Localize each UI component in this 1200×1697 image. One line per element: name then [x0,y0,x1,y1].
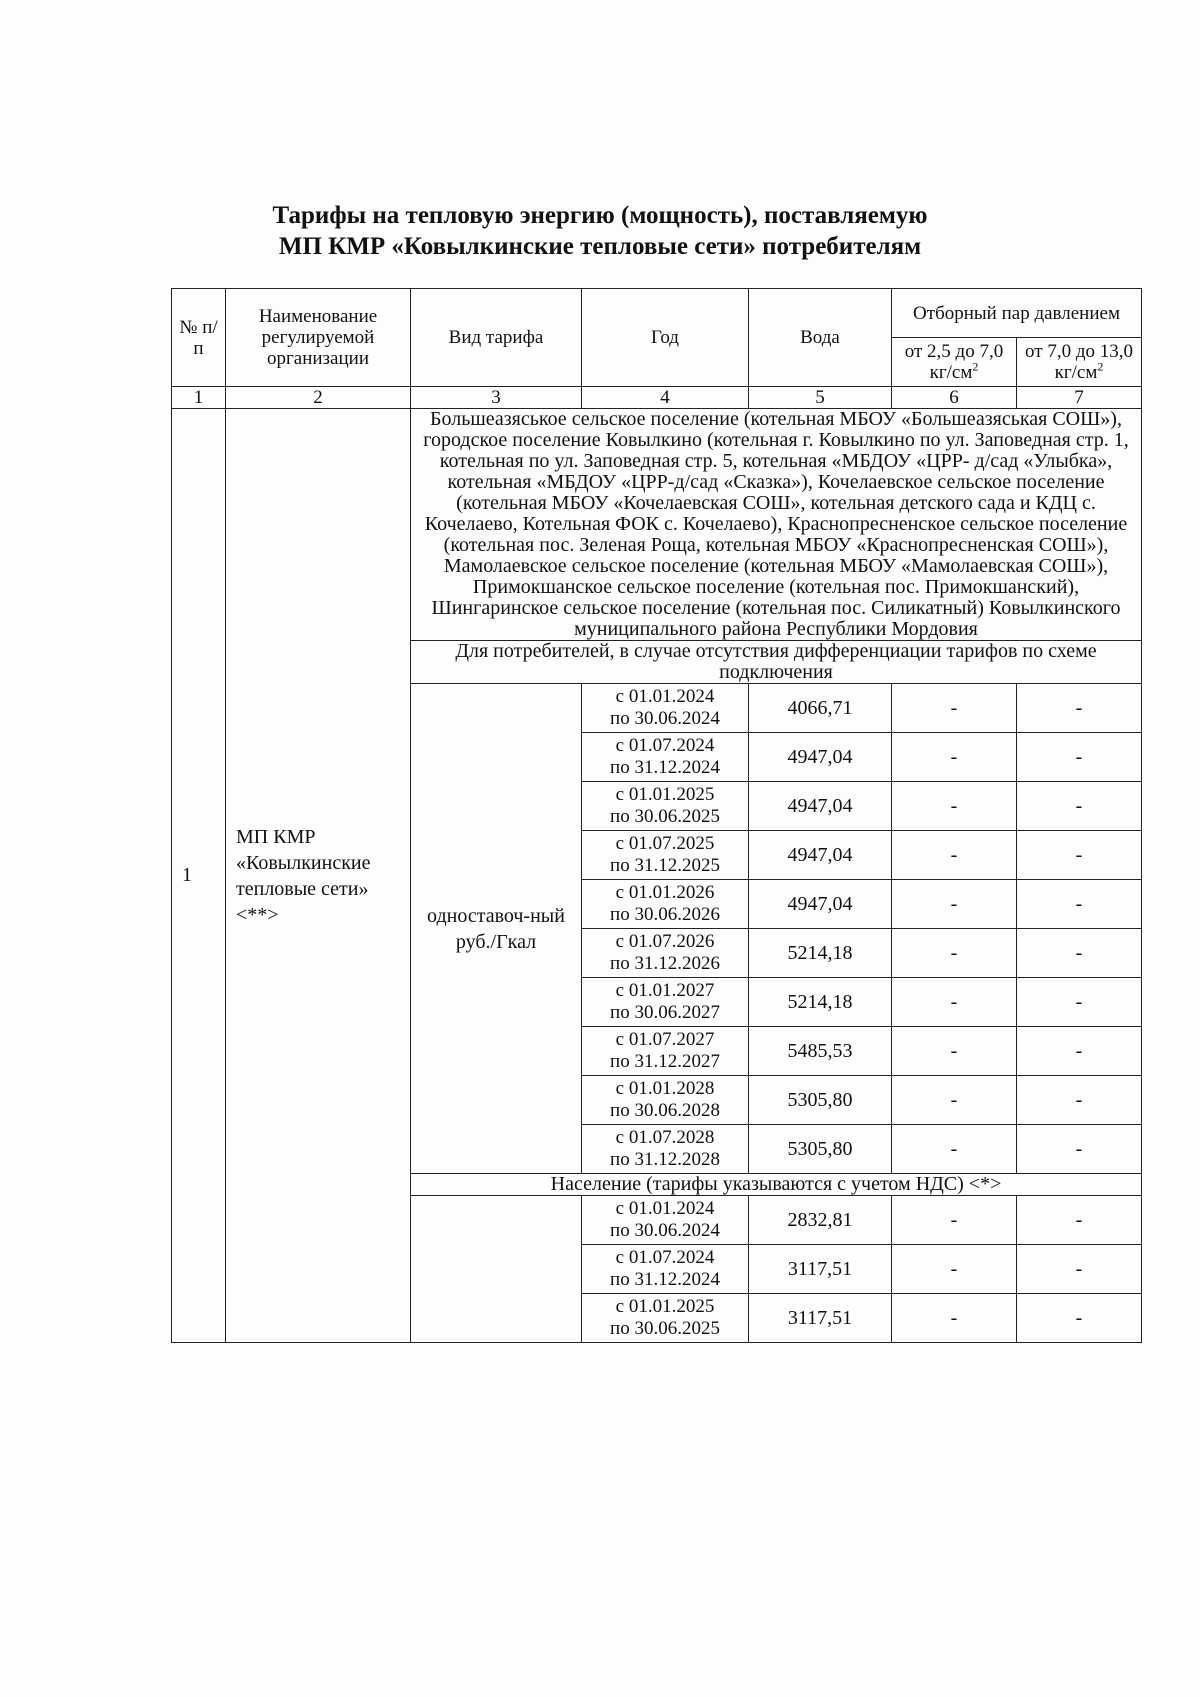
steam-high-tariff: - [1017,1125,1142,1174]
period-cell [582,684,749,733]
header-kind: Вид тарифа [411,289,582,387]
period-from: с 01.07.2027 [615,1029,715,1050]
period-to: по 30.06.2026 [610,904,720,925]
steam-high-tariff: - [1017,684,1142,733]
steam-high-tariff: - [1017,929,1142,978]
period-cell [582,1027,749,1076]
header-steam-high: от 7,0 до 13,0 $кг/см^2$ [1017,338,1142,387]
steam-low-tariff: - [892,733,1017,782]
steam-low-tariff: - [892,831,1017,880]
period-to: по 31.12.2028 [610,1149,720,1170]
steam-high-tariff: - [1017,733,1142,782]
document-title [0,200,1200,262]
period-cell [582,929,749,978]
period-to: по 30.06.2027 [610,1002,720,1023]
steam-low-tariff: - [892,684,1017,733]
column-numbers-row [172,387,1142,409]
tariff-kind-empty [411,1196,582,1343]
header-steam: Отборный пар давлением [892,289,1142,338]
period-from: с 01.07.2024 [615,735,715,756]
col-num: 7 [1017,387,1142,409]
col-num: 2 [226,387,411,409]
steam-low-tariff: - [892,1294,1017,1343]
period-cell [582,1125,749,1174]
steam-high-tariff: - [1017,782,1142,831]
steam-low-tariff: - [892,929,1017,978]
col-num: 3 [411,387,582,409]
col-num: 6 [892,387,1017,409]
period-to: по 30.06.2025 [610,806,720,827]
row-number: 1 [172,409,226,1343]
steam-low-tariff: - [892,880,1017,929]
header-year: Год [582,289,749,387]
water-tariff: 5485,53 [749,1027,892,1076]
water-tariff: 3117,51 [749,1245,892,1294]
period-to: по 30.06.2024 [610,708,720,729]
period-to: по 31.12.2024 [610,757,720,778]
period-cell [582,880,749,929]
water-tariff: 3117,51 [749,1294,892,1343]
water-tariff: 5305,80 [749,1076,892,1125]
group1-title: Для потребителей, в случае отсутствия дифференциации тарифов по схеме подключения [411,641,1142,684]
period-from: с 01.07.2026 [615,931,715,952]
steam-low-tariff: - [892,1125,1017,1174]
steam-high-tariff: - [1017,978,1142,1027]
steam-high-tariff: - [1017,1027,1142,1076]
steam-high-tariff: - [1017,1196,1142,1245]
tariff-kind: одноставоч-ный руб./Гкал [411,684,582,1174]
steam-high-tariff: - [1017,831,1142,880]
title-line-2: МП КМР «Ковылкинские тепловые сети» потребителям [278,233,922,260]
period-cell [582,978,749,1027]
period-from: с 01.01.2027 [615,980,715,1001]
period-cell [582,782,749,831]
period-to: по 31.12.2025 [610,855,720,876]
period-from: с 01.01.2026 [615,882,715,903]
header-num: № п/п [172,289,226,387]
period-from: с 01.01.2025 [615,1296,715,1317]
period-to: по 31.12.2024 [610,1269,720,1290]
header-row [172,289,1142,338]
period-cell [582,1196,749,1245]
period-from: с 01.01.2025 [615,784,715,805]
water-tariff: 4947,04 [749,782,892,831]
service-areas: Большеазяськое сельское поселение (котельная МБОУ «Большеазяськая СОШ»), городское поселение Ковылкино (котельная г. Ковылкино по ул. Заповедная стр. 1, котельная по ул. Заповедная стр. 5, котельная «МБДОУ «ЦРР- д/сад «Улыбка», котельная «МБДОУ «ЦРР-д/сад «Сказка»), Кочелаевское сельское поселение (котельная МБОУ «Кочелаевская СОШ», котельная детского сада и КДЦ с. Кочелаево, Котельная ФОК с. Кочелаево), Краснопресненское сельское поселение (котельная пос. Зеленая Роща, котельная МБОУ «Краснопресненская СОШ»), Мамолаевское сельское поселение (котельная МБОУ «Мамолаевская СОШ»), Примокшанское сельское поселение (котельная пос. Примокшанский), Шингаринское сельское поселение (котельная пос. Силикатный) Ковылкинского муниципального района Республики Мордовия [411,409,1142,641]
header-org: Наименование регулируемой организации [226,289,411,387]
areas-row [172,409,1142,641]
period-from: с 01.07.2024 [615,1247,715,1268]
steam-high-tariff: - [1017,1245,1142,1294]
period-from: с 01.01.2028 [615,1078,715,1099]
steam-high-tariff: - [1017,1294,1142,1343]
col-num: 1 [172,387,226,409]
period-to: по 30.06.2025 [610,1318,720,1339]
water-tariff: 4066,71 [749,684,892,733]
steam-low-tariff: - [892,978,1017,1027]
water-tariff: 4947,04 [749,831,892,880]
period-to: по 30.06.2024 [610,1220,720,1241]
steam-low-tariff: - [892,1245,1017,1294]
period-cell [582,831,749,880]
col-num: 5 [749,387,892,409]
steam-high-tariff: - [1017,1076,1142,1125]
tariff-table [171,288,1142,1343]
period-from: с 01.01.2024 [615,1198,715,1219]
water-tariff: 4947,04 [749,880,892,929]
period-cell [582,1294,749,1343]
water-tariff: 5214,18 [749,978,892,1027]
water-tariff: 5305,80 [749,1125,892,1174]
steam-high-tariff: - [1017,880,1142,929]
steam-low-tariff: - [892,1027,1017,1076]
header-steam-low: от 2,5 до 7,0 $кг/см^2$ [892,338,1017,387]
steam-low-tariff: - [892,1196,1017,1245]
period-to: по 31.12.2027 [610,1051,720,1072]
steam-low-tariff: - [892,1076,1017,1125]
water-tariff: 2832,81 [749,1196,892,1245]
period-to: по 31.12.2026 [610,953,720,974]
water-tariff: 4947,04 [749,733,892,782]
group2-title: Население (тарифы указываются с учетом НДС) <*> [411,1174,1142,1196]
period-cell [582,1076,749,1125]
col-num: 4 [582,387,749,409]
period-from: с 01.07.2028 [615,1127,715,1148]
water-tariff: 5214,18 [749,929,892,978]
period-cell [582,1245,749,1294]
title-line-1: Тарифы на тепловую энергию (мощность), поставляемую [272,202,928,229]
org-name: МП КМР «Ковылкинские тепловые сети» <**> [226,409,411,1343]
period-from: с 01.07.2025 [615,833,715,854]
period-cell [582,733,749,782]
steam-low-tariff: - [892,782,1017,831]
period-from: с 01.01.2024 [615,686,715,707]
period-to: по 30.06.2028 [610,1100,720,1121]
header-water: Вода [749,289,892,387]
